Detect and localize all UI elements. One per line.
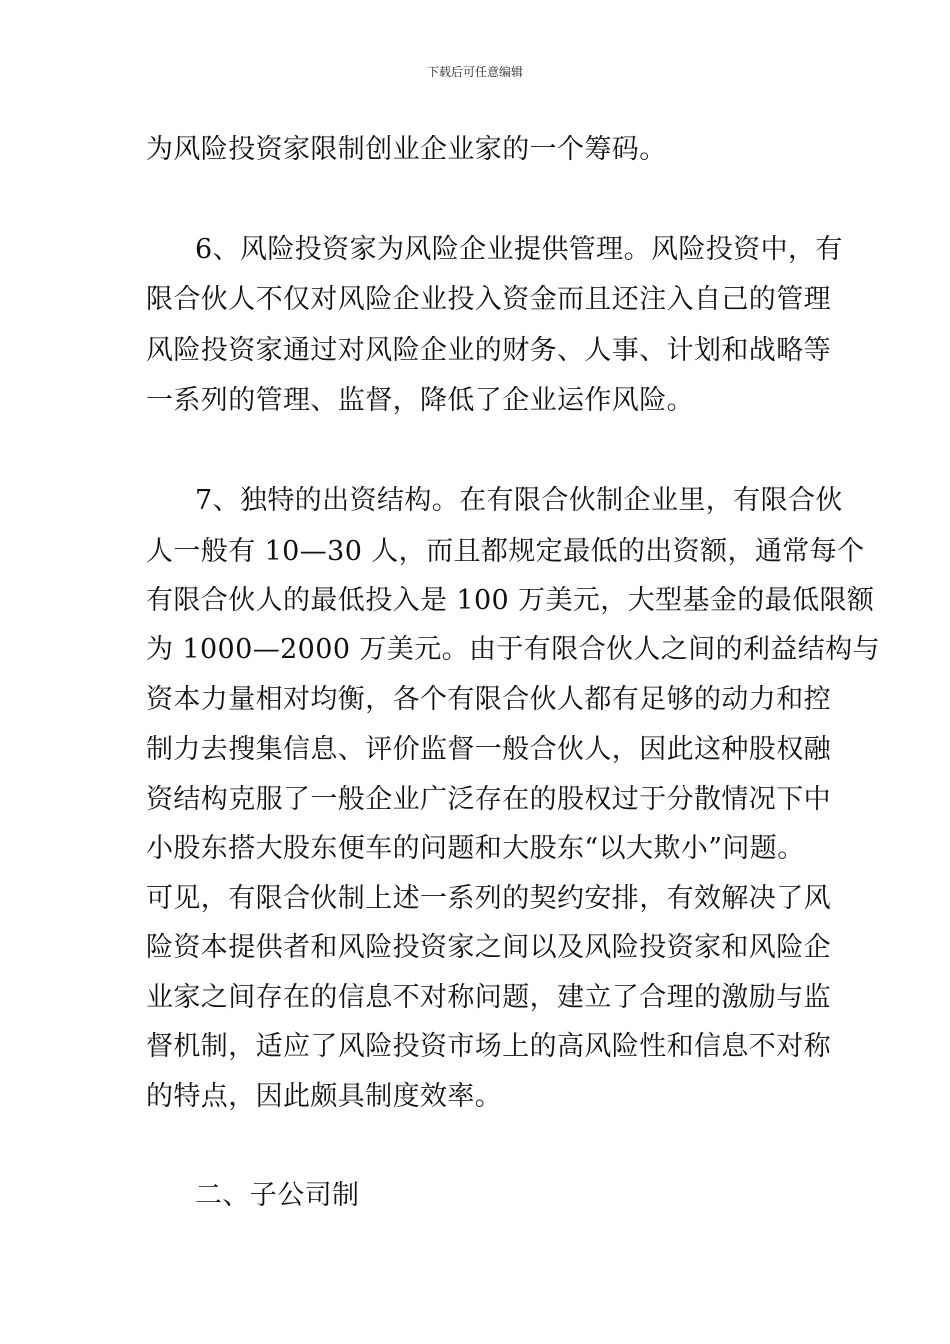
paragraph-7-line: 险资本提供者和风险投资家之间以及风险投资家和风险企: [146, 932, 831, 963]
paragraph-6-line: 限合伙人不仅对风险企业投入资金而且还注入自己的管理: [146, 284, 831, 315]
paragraph-6-line: 风险投资家通过对风险企业的财务、人事、计划和战略等: [146, 335, 831, 366]
paragraph-6-line: 6、风险投资家为风险企业提供管理。风险投资中，有: [195, 234, 843, 265]
text-line: 为风险投资家限制创业企业家的一个筹码。: [146, 134, 667, 165]
paragraph-7-line: 可见，有限合伙制上述一系列的契约安排，有效解决了风: [146, 883, 831, 914]
paragraph-7-line: 有限合伙人的最低投入是 100 万美元，大型基金的最低限额: [146, 585, 875, 616]
paragraph-7-line: 制力去搜集信息、评价监督一般合伙人，因此这种股权融: [146, 734, 831, 765]
paragraph-7-line: 人一般有 10—30 人，而且都规定最低的出资额，通常每个: [146, 536, 865, 567]
paragraph-6-line: 一系列的管理、监督，降低了企业运作风险。: [146, 385, 694, 416]
paragraph-7-line: 小股东搭大股东便车的问题和大股东“以大欺小”问题。: [146, 833, 805, 864]
paragraph-7-line: 资本力量相对均衡，各个有限合伙人都有足够的动力和控: [146, 684, 831, 715]
paragraph-7-line: 7、独特的出资结构。在有限合伙制企业里，有限合伙: [195, 485, 843, 516]
paragraph-7-line: 资结构克服了一般企业广泛存在的股权过于分散情况下中: [146, 784, 831, 815]
page-header: 下载后可任意编辑: [426, 65, 523, 79]
paragraph-7-line: 业家之间存在的信息不对称问题，建立了合理的激励与监: [146, 982, 831, 1013]
paragraph-7-line: 为 1000—2000 万美元。由于有限合伙人之间的利益结构与: [146, 634, 880, 665]
section-heading: 二、子公司制: [195, 1180, 360, 1211]
paragraph-7-line: 督机制，适应了风险投资市场上的高风险性和信息不对称: [146, 1031, 831, 1062]
paragraph-7-line: 的特点，因此颇具制度效率。: [146, 1081, 503, 1112]
